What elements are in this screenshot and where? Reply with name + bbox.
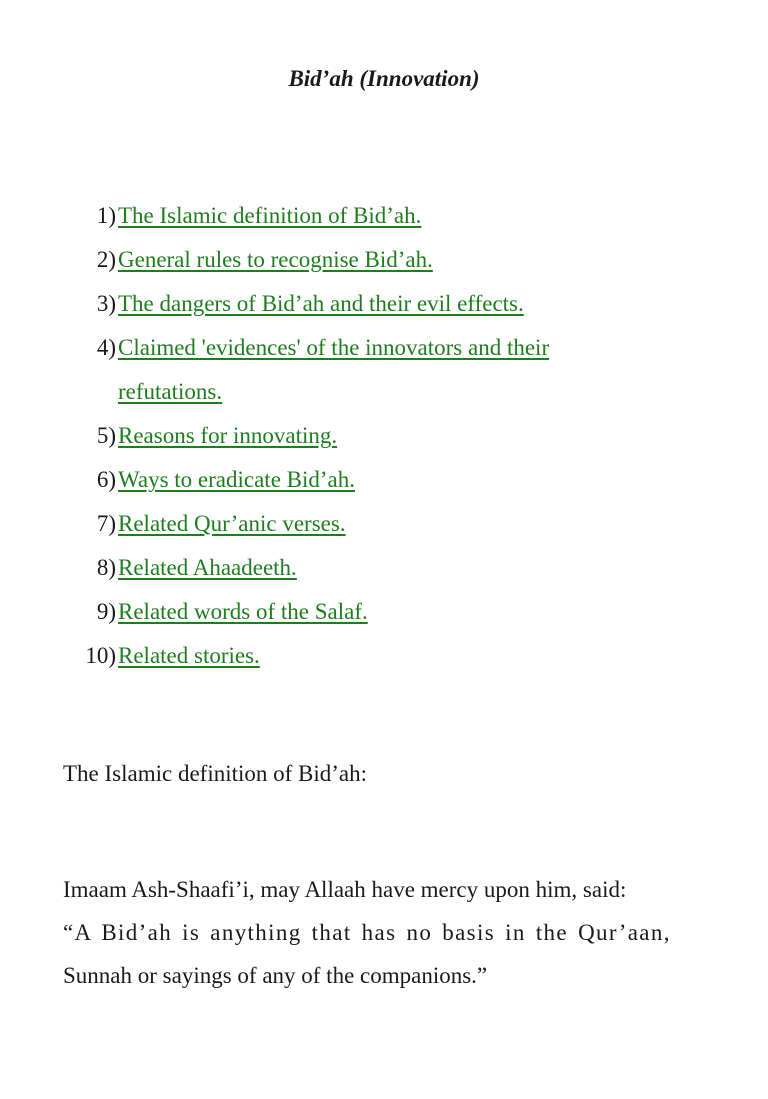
paragraph-line: Imaam Ash-Shaafi’i, may Allaah have mercy upon him, said: xyxy=(63,877,627,902)
toc-link-claimed-evidences[interactable]: Claimed 'evidences' of the innovators and their xyxy=(118,335,550,360)
toc-item-8 xyxy=(60,546,720,590)
page-title: Bid’ah (Innovation) xyxy=(288,66,480,91)
toc-item-9 xyxy=(60,590,720,634)
toc-number: 8) xyxy=(96,555,116,580)
paragraph-line: Sunnah or sayings of any of the companions.” xyxy=(63,963,488,988)
toc-link-claimed-evidences-cont[interactable]: refutations. xyxy=(118,379,223,404)
paragraph-line: “A Bid’ah is anything that has no basis in the Qur’aan, xyxy=(63,920,671,945)
toc-link-ways-to-eradicate[interactable]: Ways to eradicate Bid’ah. xyxy=(118,467,355,492)
toc-link-ahaadeeth[interactable]: Related Ahaadeeth. xyxy=(118,555,297,580)
table-of-contents xyxy=(60,194,720,678)
toc-item-2 xyxy=(60,238,720,282)
toc-number: 1) xyxy=(96,203,116,228)
toc-item-4 xyxy=(60,326,720,370)
toc-item-7 xyxy=(60,502,720,546)
toc-item-6 xyxy=(60,458,720,502)
toc-link-general-rules[interactable]: General rules to recognise Bid’ah. xyxy=(118,247,433,272)
toc-link-reasons[interactable]: Reasons for innovating. xyxy=(118,423,338,448)
toc-number: 5) xyxy=(96,423,116,448)
toc-link-quranic-verses[interactable]: Related Qur’anic verses. xyxy=(118,511,346,536)
toc-number: 3) xyxy=(96,291,116,316)
toc-number: 2) xyxy=(96,247,116,272)
toc-link-dangers[interactable]: The dangers of Bid’ah and their evil effects. xyxy=(118,291,524,316)
section-heading: The Islamic definition of Bid’ah: xyxy=(63,761,368,786)
toc-number: 9) xyxy=(96,599,116,624)
toc-number: 6) xyxy=(96,467,116,492)
toc-number-spacer xyxy=(60,370,118,414)
toc-number: 4) xyxy=(96,335,116,360)
toc-link-islamic-definition[interactable]: The Islamic definition of Bid’ah. xyxy=(118,203,422,228)
toc-item-10 xyxy=(60,634,720,678)
toc-number: 10) xyxy=(85,643,116,668)
toc-item-5 xyxy=(60,414,720,458)
toc-item-1 xyxy=(60,194,720,238)
toc-number: 7) xyxy=(96,511,116,536)
toc-link-stories[interactable]: Related stories. xyxy=(118,643,260,668)
toc-item-4-continued xyxy=(60,370,720,414)
quote-paragraph xyxy=(63,868,698,997)
toc-link-words-of-salaf[interactable]: Related words of the Salaf. xyxy=(118,599,368,624)
toc-item-3 xyxy=(60,282,720,326)
